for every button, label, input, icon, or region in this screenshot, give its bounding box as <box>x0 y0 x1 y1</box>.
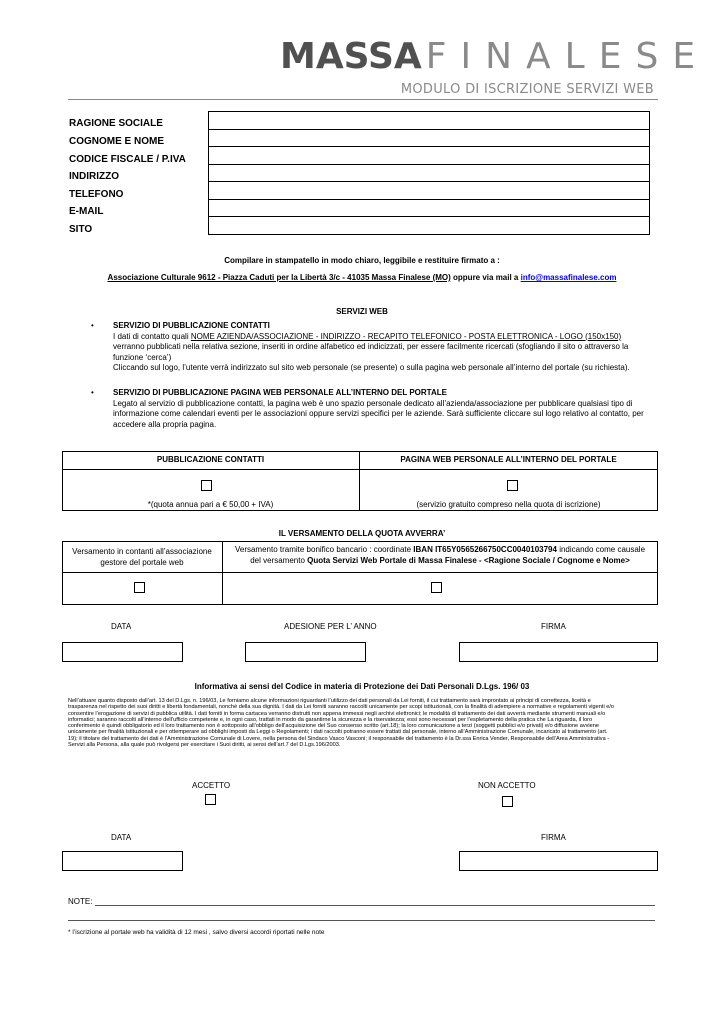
label-ragione-sociale: RAGIONE SOCIALE <box>69 118 163 129</box>
registration-fields-table <box>208 111 650 235</box>
checkbox-non-accetto[interactable] <box>502 796 513 807</box>
firma-field[interactable] <box>459 642 658 662</box>
label-codice-fiscale: CODICE FISCALE / P.IVA <box>69 154 186 165</box>
service-title-contatti: SERVIZIO DI PUBBLICAZIONE CONTATTI <box>113 321 270 330</box>
privacy-line: 19); il titolare del trattamento dei dati è l’Amministrazione Comunale di Lovere, nella persona del Sindaco Vasco Vasconi; il responsabile del trattamento è la Dr.ssa Enrica Vender, Responsabile dell’Area Amministrativa - <box>68 735 610 742</box>
service-text: accedere alla propria pagina. <box>113 419 217 429</box>
free-note: (servizio gratuito compreso nella quota di iscrizione) <box>416 500 601 509</box>
ragione-sociale-field[interactable] <box>209 112 650 130</box>
bank-text: del versamento <box>250 556 308 565</box>
privacy-line: conferimento è quindi obbligatorio ed il loro trattamento non è sottoposto all’obbligo dell’acquisizione del Suo consenso scritto (art.18); la loro comunicazione a terzi (soggetti pubblici e/o privati) e/o diffusione avviene <box>68 723 599 730</box>
bank-text: indicando come causale <box>556 545 646 554</box>
label-sito: SITO <box>69 224 93 235</box>
bank-payment-label <box>222 544 658 566</box>
service-text: I dati di contatto quali <box>113 331 191 341</box>
note-line[interactable] <box>68 920 655 921</box>
note-line[interactable] <box>95 905 655 906</box>
mail-intro: oppure via mail a <box>450 273 521 282</box>
logo-bold-text: MASSA <box>280 36 422 77</box>
checkbox-pagina-web[interactable] <box>507 480 518 491</box>
email-link[interactable]: info@massafinalese.com <box>520 273 617 282</box>
bullet-icon: • <box>91 388 94 397</box>
service-fields-underlined: NOME AZIENDA/ASSOCIAZIONE - INDIRIZZO - RECAPITO TELEFONICO - POSTA ELETTRONICA - LOGO (150x150) <box>190 331 622 341</box>
privacy-line: Servizi alla Persona, alla quale può rivolgersi per esercitare i Suoi diritti, ai sensi dell’art.7 del D.Lgs.196/2003. <box>68 742 341 749</box>
service-text: funzione ‘cerca’) <box>113 352 172 362</box>
firma-label: FIRMA <box>541 622 566 631</box>
data-label: DATA <box>111 833 132 842</box>
service-item-pagina-web <box>113 388 673 430</box>
checkbox-accetto[interactable] <box>205 794 216 805</box>
instructions-address-line <box>0 273 724 282</box>
privacy-line: consentire l’erogazione di servizi di pubblica utilità. I dati forniti in forma cartacea verranno distrutti non appena immessi negli archivi elettronici; le modalità di trattamento dei dati avverrà mediante strumenti manuali e/o <box>68 710 606 717</box>
divider <box>62 572 658 573</box>
cognome-nome-field[interactable] <box>209 129 650 147</box>
service-text: Cliccando sul logo, l’utente verrà indirizzato sul sito web personale (se presente) o sulla pagina web personale all’interno del portale (su richiesta). <box>113 363 630 372</box>
divider <box>62 469 658 470</box>
accetto-label: ACCETTO <box>192 781 231 790</box>
label-indirizzo: INDIRIZZO <box>69 171 119 182</box>
data-label: DATA <box>111 622 132 631</box>
privacy-line: unicamente per finalità istituzionali e per ottemperare ad obblighi imposti da Leggi o Regolamenti; i dati raccolti potranno essere trattati dal personale, interno all’Amministrazione Comunale, incaricato al trattamento (art. <box>68 729 608 736</box>
col-header-pubblicazione: PUBBLICAZIONE CONTATTI <box>156 455 265 464</box>
privacy-line: trasparenza nel rispetto dei suoi diritti e libertà fondamentali, nonché della sua dignità. I dati da Lei forniti saranno raccolti unicamente per scopi istituzionali, con la finalità di adempiere a normative e regolamenti vigenti e/o <box>68 704 615 711</box>
service-item-contatti <box>113 321 673 374</box>
sito-field[interactable] <box>209 217 650 235</box>
bullet-icon: • <box>91 321 94 330</box>
note-label: NOTE: <box>68 897 93 906</box>
bank-text: Versamento tramite bonifico bancario : coordinate <box>234 545 414 554</box>
price-note: *(quota annua pari a € 50,00 + IVA) <box>147 500 274 509</box>
privacy-line: Nell’attuare quanto disposto dall’art. 13 del D.Lgs. n. 196/03, Le forniamo alcune informazioni riguardanti l’utilizzo dei dati personali da Lei forniti, il cui trattamento sarà improntato ai principi di correttezza, liceità e <box>68 698 591 704</box>
privacy-line: informatici; saranno raccolti all’interno dell’ufficio competente e, in ogni caso, trattati in modo da garantirne la sicurezza e la riservatezza; essi sono necessari per l’espletamento della pratica che La riguarda, il loro <box>68 716 593 723</box>
privacy-text <box>68 698 668 748</box>
checkbox-bank-payment[interactable] <box>431 582 442 593</box>
data-field-2[interactable] <box>62 851 183 871</box>
footnote: * l’iscrizione al portale web ha validità di 12 mesi , salvo diversi accordi riportati nelle note <box>68 929 325 936</box>
service-text: verranno pubblicati nella relativa sezione, inseriti in ordine alfabetico ed indicizzati, per essere facilmente ricercati (sfogliando il sito o attraverso la <box>113 342 629 351</box>
header-divider <box>68 99 658 100</box>
label-email: E-MAIL <box>69 206 104 217</box>
association-address: Associazione Culturale 9612 - Piazza Caduti per la Libertà 3/c - 41035 Massa Finalese (MO) <box>107 273 451 282</box>
service-text: informazione come calendari eventi per le associazioni oppure servizi specifici per le aziende. Sarà sufficiente cliccare sul logo relativo al contatto, per <box>113 409 644 418</box>
privacy-title: Informativa ai sensi del Codice in materia di Protezione dei Dati Personali D.Lgs. 196/ 03 <box>194 682 530 691</box>
cash-payment-label <box>62 546 222 568</box>
payment-causale: Quota Servizi Web Portale di Massa Finalese - <Ragione Sociale / Cognome e Nome> <box>307 556 630 565</box>
checkbox-cash-payment[interactable] <box>134 582 145 593</box>
adesione-label: ADESIONE PER L’ ANNO <box>284 622 377 631</box>
payment-heading: IL VERSAMENTO DELLA QUOTA AVVERRA’ <box>278 529 446 538</box>
cash-payment-text: gestore del portale web <box>100 558 184 567</box>
iban: IBAN IT65Y0565266750CC0040103794 <box>413 545 557 554</box>
telefono-field[interactable] <box>209 182 650 200</box>
firma-label: FIRMA <box>541 833 566 842</box>
codice-fiscale-field[interactable] <box>209 147 650 165</box>
services-heading: SERVIZI WEB <box>336 307 388 316</box>
adesione-anno-field[interactable] <box>245 642 366 662</box>
email-field[interactable] <box>209 199 650 217</box>
instructions-line: Compilare in stampatello in modo chiaro, leggibile e restituire firmato a : <box>224 256 500 265</box>
firma-field-2[interactable] <box>459 851 658 871</box>
indirizzo-field[interactable] <box>209 164 650 182</box>
service-text: Legato al servizio di pubblicazione contatti, la pagina web è uno spazio personale dedicato all’azienda/associazione per pubblicare qualsiasi tipo di <box>113 398 633 408</box>
label-cognome-nome: COGNOME E NOME <box>69 136 165 147</box>
non-accetto-label: NON ACCETTO <box>478 781 536 790</box>
logo <box>280 36 709 77</box>
service-title-pagina-web: SERVIZIO DI PUBBLICAZIONE PAGINA WEB PERSONALE ALL’INTERNO DEL PORTALE <box>113 388 447 397</box>
col-header-pagina-web: PAGINA WEB PERSONALE ALL’INTERNO DEL PORTALE <box>400 455 617 464</box>
form-subtitle: MODULO DI ISCRIZIONE SERVIZI WEB <box>400 82 654 97</box>
logo-light-text: FINALESE <box>425 36 710 77</box>
cash-payment-text: Versamento in contanti all’associazione <box>72 547 212 556</box>
checkbox-pubblicazione-contatti[interactable] <box>201 480 212 491</box>
data-field[interactable] <box>62 642 183 662</box>
label-telefono: TELEFONO <box>69 189 124 200</box>
